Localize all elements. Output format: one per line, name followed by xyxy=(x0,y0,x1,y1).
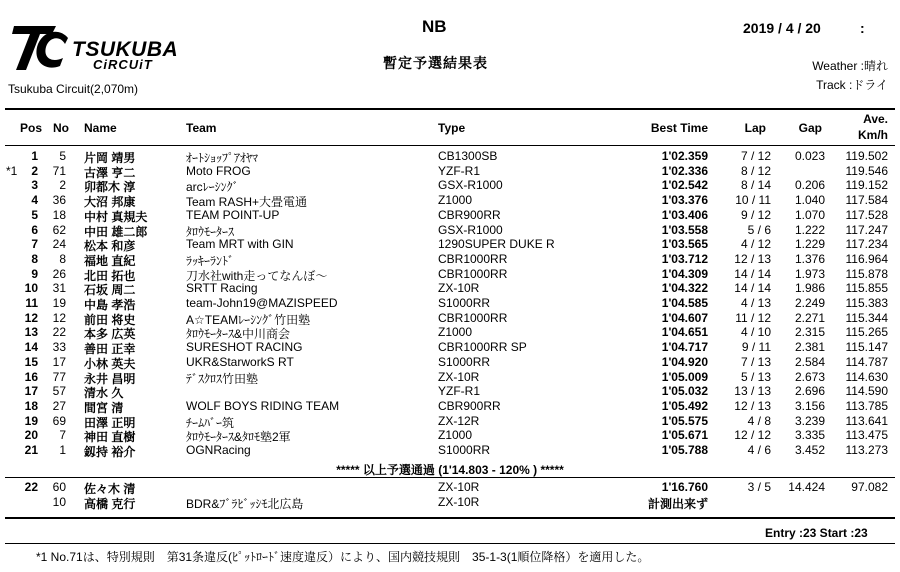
average-speed: 113.475 xyxy=(845,428,888,443)
bike-number: 17 xyxy=(52,354,66,369)
table-row xyxy=(0,384,900,399)
best-lap: 7 / 13 xyxy=(740,354,771,369)
cutoff-rule xyxy=(5,477,895,478)
best-lap: 7 / 12 xyxy=(740,149,771,163)
best-lap: 4 / 10 xyxy=(740,325,771,340)
gap-time: 1.040 xyxy=(794,193,825,208)
average-speed: 117.247 xyxy=(845,222,888,237)
position: 9 xyxy=(31,266,38,281)
average-speed: 116.964 xyxy=(845,251,888,266)
average-speed: 119.152 xyxy=(845,178,888,193)
best-time: 1'05.009 xyxy=(661,369,708,384)
table-row xyxy=(0,223,900,238)
best-lap: 4 / 6 xyxy=(747,443,771,457)
rider-name: 永井 昌明 xyxy=(84,371,136,386)
average-speed: 119.546 xyxy=(845,163,888,178)
table-row xyxy=(0,325,900,340)
gap-time: 1.986 xyxy=(794,281,825,296)
rider-name: 卯都木 淳 xyxy=(84,180,136,195)
machine-type: S1000RR xyxy=(438,296,491,310)
best-time: 1'16.760 xyxy=(661,480,708,494)
best-lap: 13 / 13 xyxy=(734,384,771,399)
machine-type: S1000RR xyxy=(438,354,491,369)
position: 6 xyxy=(31,222,38,237)
table-row xyxy=(0,237,900,252)
rider-name: 古澤 亨二 xyxy=(84,165,136,180)
table-row xyxy=(0,252,900,267)
rider-name: 間宮 清 xyxy=(84,400,124,415)
position: 21 xyxy=(24,443,38,457)
bike-number: 62 xyxy=(52,222,66,237)
bike-number: 27 xyxy=(52,398,66,413)
position: 8 xyxy=(31,251,38,266)
team-name: ﾀﾛｳﾓｰﾀｰｽ xyxy=(186,224,235,239)
best-time: 計測出来ず xyxy=(647,497,708,511)
col-best-header: Best Time xyxy=(650,121,708,135)
average-speed: 115.265 xyxy=(845,325,888,340)
circuit-name: Tsukuba Circuit(2,070m) xyxy=(8,82,139,96)
best-lap: 9 / 12 xyxy=(740,207,771,222)
gap-time: 3.452 xyxy=(794,443,825,457)
rider-name: 小林 英夫 xyxy=(84,356,136,371)
rider-name: 神田 直樹 xyxy=(84,430,136,445)
best-time: 1'05.671 xyxy=(661,428,708,443)
best-time: 1'03.376 xyxy=(661,193,708,208)
machine-type: CBR900RR xyxy=(438,207,501,222)
machine-type: GSX-R1000 xyxy=(438,178,503,193)
team-name: UKR&StarworkS RT xyxy=(186,354,294,369)
gap-time: 1.229 xyxy=(794,237,825,252)
bike-number: 71 xyxy=(52,163,66,178)
best-time: 1'05.788 xyxy=(661,443,708,457)
col-no-header: No xyxy=(53,121,69,135)
machine-type: YZF-R1 xyxy=(438,163,480,178)
average-speed: 115.147 xyxy=(845,340,888,355)
position: 3 xyxy=(31,178,38,193)
col-gap-header: Gap xyxy=(798,121,822,135)
gap-time: 0.023 xyxy=(794,149,825,163)
team-name: arcﾚｰｼﾝｸﾞ xyxy=(186,180,239,195)
machine-type: ZX-10R xyxy=(438,369,480,384)
gap-time: 1.376 xyxy=(794,251,825,266)
bike-number: 36 xyxy=(52,193,66,208)
best-time: 1'03.406 xyxy=(661,207,708,222)
machine-type: CB1300SB xyxy=(438,149,498,163)
gap-time: 2.249 xyxy=(794,296,825,310)
table-row xyxy=(0,443,900,458)
machine-type: Z1000 xyxy=(438,193,473,208)
best-lap: 12 / 13 xyxy=(734,398,771,413)
position: 19 xyxy=(24,413,38,428)
rider-name: 田澤 正明 xyxy=(84,415,136,430)
best-lap: 10 / 11 xyxy=(735,193,771,208)
bike-number: 57 xyxy=(52,384,66,399)
bike-number: 7 xyxy=(59,428,66,443)
document-title: 暫定予選結果表 xyxy=(383,55,488,71)
best-time: 1'02.542 xyxy=(661,178,708,193)
best-time: 1'04.651 xyxy=(661,325,708,340)
table-row xyxy=(0,149,900,164)
penalty-footnote: *1 No.71は、特別規則 第31条違反(ﾋﾟｯﾄﾛｰﾄﾞ速度違反）により、国内競技規則 35-1-3(1順位降格）を適用した。 xyxy=(36,550,650,564)
bike-number: 8 xyxy=(59,251,66,266)
position: 16 xyxy=(24,369,38,384)
team-name: BDR&ﾌﾞﾗﾋﾞｯｼﾓ北広島 xyxy=(186,497,304,511)
footer-rule xyxy=(5,543,895,544)
team-name: ｵｰﾄｼｮｯﾌﾟｱｵﾔﾏ xyxy=(186,151,259,165)
table-row xyxy=(0,296,900,311)
machine-type: CBR1000RR SP xyxy=(438,340,527,355)
machine-type: YZF-R1 xyxy=(438,384,480,399)
team-name: ﾁｰﾑﾊﾞｰ筑 xyxy=(186,415,235,430)
machine-type: GSX-R1000 xyxy=(438,222,503,237)
logo-subtext: CiRCUiT xyxy=(93,57,153,72)
team-name: SRTT Racing xyxy=(186,281,258,296)
rider-name: 釼持 裕介 xyxy=(84,445,136,459)
average-speed: 117.528 xyxy=(845,207,888,222)
gap-time: 1.070 xyxy=(794,207,825,222)
best-lap: 14 / 14 xyxy=(734,281,771,296)
machine-type: ZX-10R xyxy=(438,281,480,296)
table-row xyxy=(0,193,900,208)
rider-name: 中田 雄二郎 xyxy=(84,224,148,239)
machine-type: CBR1000RR xyxy=(438,266,508,281)
gap-time: 2.271 xyxy=(794,310,825,325)
tc-logo-icon xyxy=(10,22,72,74)
average-speed: 97.082 xyxy=(851,480,888,494)
table-top-rule xyxy=(5,108,895,110)
average-speed: 113.785 xyxy=(845,398,888,413)
bike-number: 22 xyxy=(52,325,66,340)
bike-number: 31 xyxy=(52,281,66,296)
table-row xyxy=(0,267,900,282)
best-lap: 5 / 13 xyxy=(740,369,771,384)
table-row xyxy=(0,208,900,223)
team-name: OGNRacing xyxy=(186,443,251,457)
rider-name: 高橋 克行 xyxy=(84,497,136,511)
team-name: ﾗｯｷｰﾗﾝﾄﾞ xyxy=(186,253,235,268)
rider-name: 前田 将史 xyxy=(84,312,136,327)
gap-time: 2.584 xyxy=(794,354,825,369)
rider-name: 北田 拓也 xyxy=(84,268,136,283)
time-field: : xyxy=(860,20,865,36)
table-row xyxy=(0,281,900,296)
weather-info: Weather :晴れ xyxy=(812,59,888,73)
rider-name: 松本 和彦 xyxy=(84,239,136,254)
position: 12 xyxy=(24,310,38,325)
machine-type: ZX-10R xyxy=(438,495,480,509)
best-lap: 11 / 12 xyxy=(735,310,771,325)
machine-type: ZX-12R xyxy=(438,413,480,428)
col-name-header: Name xyxy=(84,121,117,135)
best-lap: 3 / 5 xyxy=(747,480,771,494)
best-time: 1'04.717 xyxy=(661,340,708,355)
col-kmh-label: Km/h xyxy=(858,128,888,142)
team-name: A☆TEAMﾚｰｼﾝｸﾞ竹田塾 xyxy=(186,312,311,327)
gap-time: 2.381 xyxy=(794,340,825,355)
best-time: 1'04.607 xyxy=(661,310,708,325)
gap-time: 2.673 xyxy=(794,369,825,384)
average-speed: 115.383 xyxy=(845,296,888,310)
gap-time: 1.973 xyxy=(794,266,825,281)
machine-type: Z1000 xyxy=(438,325,473,340)
track-info: Track :ドライ xyxy=(816,78,888,92)
table-header-rule xyxy=(5,145,895,146)
team-name: ﾀﾛｳﾓｰﾀｰｽ&中川商会 xyxy=(186,327,291,342)
best-lap: 5 / 6 xyxy=(747,222,771,237)
rider-name: 本多 広英 xyxy=(84,327,136,342)
table-row xyxy=(0,370,900,385)
best-time: 1'04.920 xyxy=(661,354,708,369)
rider-name: 清水 久 xyxy=(84,386,124,401)
machine-type: Z1000 xyxy=(438,428,473,443)
best-time: 1'02.359 xyxy=(661,149,708,163)
event-date: 2019 / 4 / 20 xyxy=(743,20,821,36)
best-time: 1'03.558 xyxy=(661,222,708,237)
team-name: Team MRT with GIN xyxy=(186,237,294,252)
col-kmh-header xyxy=(0,128,900,143)
team-name: WOLF BOYS RIDING TEAM xyxy=(186,398,340,413)
table-bottom-rule xyxy=(5,517,895,519)
average-speed: 119.502 xyxy=(845,149,888,163)
average-speed: 113.641 xyxy=(845,413,888,428)
team-name: ﾃﾞｽｸﾛｽ竹田塾 xyxy=(186,371,259,386)
team-name: TEAM POINT-UP xyxy=(186,207,280,222)
col-ave-label: Ave. xyxy=(863,112,888,126)
best-time: 1'05.032 xyxy=(661,384,708,399)
best-lap: 9 / 11 xyxy=(741,340,771,355)
best-time: 1'04.322 xyxy=(661,281,708,296)
best-time: 1'02.336 xyxy=(661,163,708,178)
rider-name: 片岡 靖男 xyxy=(84,151,136,165)
position: 13 xyxy=(24,325,38,340)
rider-name: 佐々木 清 xyxy=(84,482,136,496)
team-name: 刀水社with走ってなんぼ～ xyxy=(186,268,328,283)
rider-name: 中村 真規夫 xyxy=(84,209,148,224)
machine-type: S1000RR xyxy=(438,443,491,457)
best-time: 1'04.585 xyxy=(661,296,708,310)
bike-number: 24 xyxy=(52,237,66,252)
bike-number: 19 xyxy=(52,296,66,310)
position: 17 xyxy=(24,384,38,399)
table-row xyxy=(0,414,900,429)
average-speed: 117.584 xyxy=(845,193,888,208)
bike-number: 69 xyxy=(52,413,66,428)
rider-name: 大沼 邦康 xyxy=(84,195,136,210)
gap-time: 3.156 xyxy=(794,398,825,413)
machine-type: CBR900RR xyxy=(438,398,501,413)
bike-number: 18 xyxy=(52,207,66,222)
gap-time: 2.315 xyxy=(794,325,825,340)
best-lap: 4 / 13 xyxy=(740,296,771,310)
table-row xyxy=(0,399,900,414)
class-name: NB xyxy=(422,17,447,36)
bike-number: 77 xyxy=(52,369,66,384)
table-row xyxy=(0,340,900,355)
rider-name: 福地 直紀 xyxy=(84,253,136,268)
position: 5 xyxy=(31,207,38,222)
position: 2 xyxy=(31,163,38,178)
table-row xyxy=(0,164,900,179)
col-type-header: Type xyxy=(438,121,466,135)
position: 10 xyxy=(24,281,38,296)
table-row xyxy=(0,428,900,443)
bike-number: 12 xyxy=(52,310,66,325)
table-row xyxy=(0,355,900,370)
average-speed: 115.878 xyxy=(845,266,888,281)
average-speed: 115.344 xyxy=(845,310,888,325)
gap-time: 3.335 xyxy=(794,428,825,443)
average-speed: 114.787 xyxy=(845,354,888,369)
position: 11 xyxy=(25,296,38,310)
position: 20 xyxy=(24,428,38,443)
best-lap: 8 / 12 xyxy=(740,163,771,178)
bike-number: 33 xyxy=(52,340,66,355)
best-time: 1'05.575 xyxy=(661,413,708,428)
team-name: Team RASH+大畳電通 xyxy=(186,195,308,210)
position: 15 xyxy=(24,354,38,369)
gap-time: 14.424 xyxy=(788,480,825,494)
best-lap: 12 / 13 xyxy=(734,251,771,266)
best-time: 1'03.712 xyxy=(661,251,708,266)
gap-time: 0.206 xyxy=(794,178,825,193)
team-name: SURESHOT RACING xyxy=(186,340,303,355)
position: 4 xyxy=(31,193,38,208)
rider-name: 善田 正幸 xyxy=(84,342,136,357)
position: 18 xyxy=(24,398,38,413)
gap-time: 3.239 xyxy=(794,413,825,428)
team-name: team-John19@MAZISPEED xyxy=(186,296,338,310)
bike-number: 26 xyxy=(52,266,66,281)
machine-type: 1290SUPER DUKE R xyxy=(438,237,555,252)
table-row xyxy=(0,311,900,326)
qualifying-cutoff-line: ***** 以上予選通過 (1'14.803 - 120% ) ***** xyxy=(336,463,564,477)
table-row xyxy=(0,178,900,193)
best-time: 1'05.492 xyxy=(661,398,708,413)
position: 22 xyxy=(24,480,38,494)
bike-number: 10 xyxy=(52,495,66,509)
position: 7 xyxy=(31,237,38,252)
machine-type: ZX-10R xyxy=(438,480,480,494)
table-row xyxy=(0,495,900,510)
best-time: 1'04.309 xyxy=(661,266,708,281)
average-speed: 113.273 xyxy=(845,443,888,457)
best-lap: 14 / 14 xyxy=(734,266,771,281)
col-pos-header: Pos xyxy=(19,121,42,135)
average-speed: 114.630 xyxy=(845,369,888,384)
position: 1 xyxy=(31,149,38,163)
entry-start-count: Entry :23 Start :23 xyxy=(765,526,868,540)
team-name: ﾀﾛｳﾓｰﾀｰｽ&ﾀﾛﾓ塾2軍 xyxy=(186,430,291,445)
team-name: Moto FROG xyxy=(186,163,251,178)
rider-name: 石坂 周二 xyxy=(84,283,136,298)
average-speed: 115.855 xyxy=(845,281,888,296)
rider-name: 中島 孝浩 xyxy=(84,298,136,312)
bike-number: 1 xyxy=(59,443,66,457)
col-team-header: Team xyxy=(186,121,217,135)
position: 14 xyxy=(24,340,38,355)
note-mark: *1 xyxy=(6,163,18,178)
logo-wordmark: TSUKUBA xyxy=(72,38,179,61)
bike-number: 60 xyxy=(52,480,66,494)
machine-type: CBR1000RR xyxy=(438,310,508,325)
gap-time: 2.696 xyxy=(794,384,825,399)
bike-number: 2 xyxy=(59,178,66,193)
col-lap-header: Lap xyxy=(744,121,766,135)
average-speed: 114.590 xyxy=(845,384,888,399)
gap-time: 1.222 xyxy=(794,222,825,237)
best-lap: 4 / 8 xyxy=(747,413,771,428)
best-lap: 12 / 12 xyxy=(734,428,771,443)
best-lap: 8 / 14 xyxy=(740,178,771,193)
table-row xyxy=(0,480,900,495)
machine-type: CBR1000RR xyxy=(438,251,508,266)
bike-number: 5 xyxy=(59,149,66,163)
col-ave-header xyxy=(0,112,900,127)
average-speed: 117.234 xyxy=(845,237,888,252)
best-time: 1'03.565 xyxy=(661,237,708,252)
best-lap: 4 / 12 xyxy=(740,237,771,252)
